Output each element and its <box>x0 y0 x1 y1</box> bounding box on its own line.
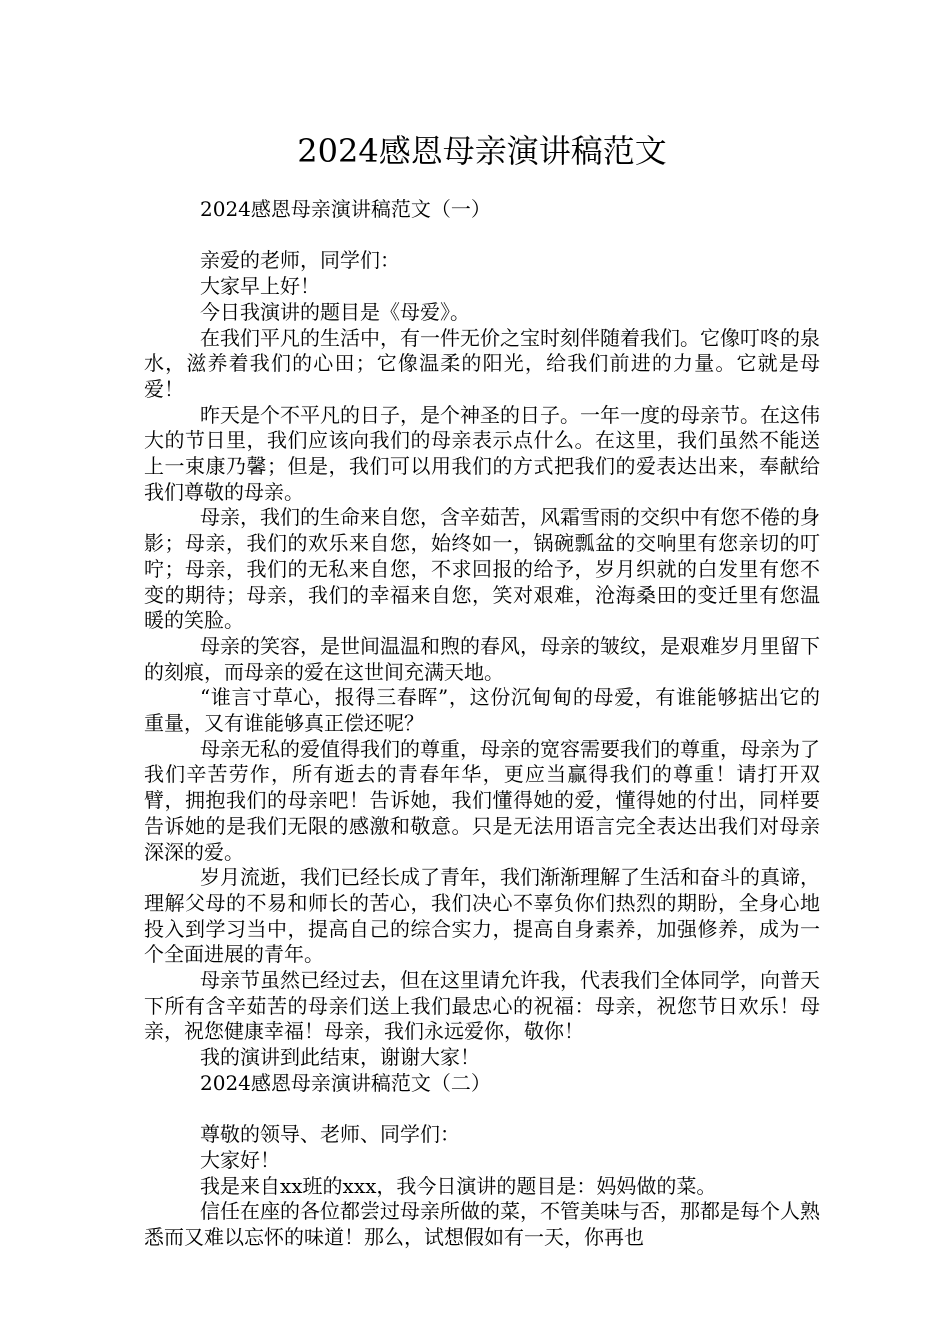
document-title: 2024感恩母亲演讲稿范文 <box>297 132 667 170</box>
paragraph: 在我们平凡的生活中，有一件无价之宝时刻伴随着我们。它像叮咚的泉水，滋养着我们的心田；它像温柔的阳光，给我们前进的力量。它就是母爱！ <box>144 325 820 401</box>
speech-topic: 我是来自xx班的xxx，我今日演讲的题目是：妈妈做的菜。 <box>200 1173 717 1198</box>
greeting: 大家早上好！ <box>200 274 320 299</box>
section-heading-1: 2024感恩母亲演讲稿范文（一） <box>200 197 491 221</box>
section-heading-2: 2024感恩母亲演讲稿范文（二） <box>200 1070 491 1095</box>
paragraph: 母亲，我们的生命来自您，含辛茹苦，风霜雪雨的交织中有您不倦的身影；母亲，我们的欢乐来自您，始终如一，锅碗瓢盆的交响里有您亲切的叮咛；母亲，我们的无私来自您，不求回报的给予，岁月织就的白发里有您不变的期待；母亲，我们的幸福来自您，笑对艰难，沧海桑田的变迁里有您温暖的笑脸。 <box>144 505 820 633</box>
paragraph: 信任在座的各位都尝过母亲所做的菜，不管美味与否，那都是每个人熟悉而又难以忘怀的味道！那么，试想假如有一天，你再也 <box>144 1199 820 1250</box>
paragraph: 母亲无私的爱值得我们的尊重，母亲的宽容需要我们的尊重，母亲为了我们辛苦劳作，所有逝去的青春年华，更应当赢得我们的尊重！请打开双臂，拥抱我们的母亲吧！告诉她，我们懂得她的爱，懂得她的付出，同样要告诉她的是我们无限的感激和敬意。只是无法用语言完全表达出我们对母亲深深的爱。 <box>144 736 820 864</box>
paragraph: “谁言寸草心，报得三春晖”，这份沉甸甸的母爱，有谁能够掂出它的重量，又有谁能够真正偿还呢？ <box>144 685 820 736</box>
document-page <box>144 0 820 1344</box>
closing-line: 我的演讲到此结束，谢谢大家！ <box>200 1045 480 1070</box>
paragraph: 母亲的笑容，是世间温温和煦的春风，母亲的皱纹，是艰难岁月里留下的刻痕，而母亲的爱在这世间充满天地。 <box>144 633 820 684</box>
greeting: 大家好！ <box>200 1147 280 1172</box>
paragraph: 昨天是个不平凡的日子，是个神圣的日子。一年一度的母亲节。在这伟大的节日里，我们应该向我们的母亲表示点什么。在这里，我们虽然不能送上一束康乃馨；但是，我们可以用我们的方式把我们的爱表达出来，奉献给我们尊敬的母亲。 <box>144 402 820 504</box>
salutation: 尊敬的领导、老师、同学们： <box>200 1122 460 1147</box>
speech-topic: 今日我演讲的题目是《母爱》。 <box>200 299 470 324</box>
document-body <box>144 197 820 1251</box>
salutation: 亲爱的老师，同学们： <box>200 248 400 273</box>
paragraph: 母亲节虽然已经过去，但在这里请允许我，代表我们全体同学，向普天下所有含辛茹苦的母亲们送上我们最忠心的祝福：母亲，祝您节日欢乐！母亲，祝您健康幸福！母亲，我们永远爱你，敬你！ <box>144 968 820 1044</box>
paragraph: 岁月流逝，我们已经长成了青年，我们渐渐理解了生活和奋斗的真谛，理解父母的不易和师长的苦心，我们决心不辜负你们热烈的期盼，全身心地投入到学习当中，提高自己的综合实力，提高自身素养，加强修养，成为一个全面进展的青年。 <box>144 865 820 967</box>
